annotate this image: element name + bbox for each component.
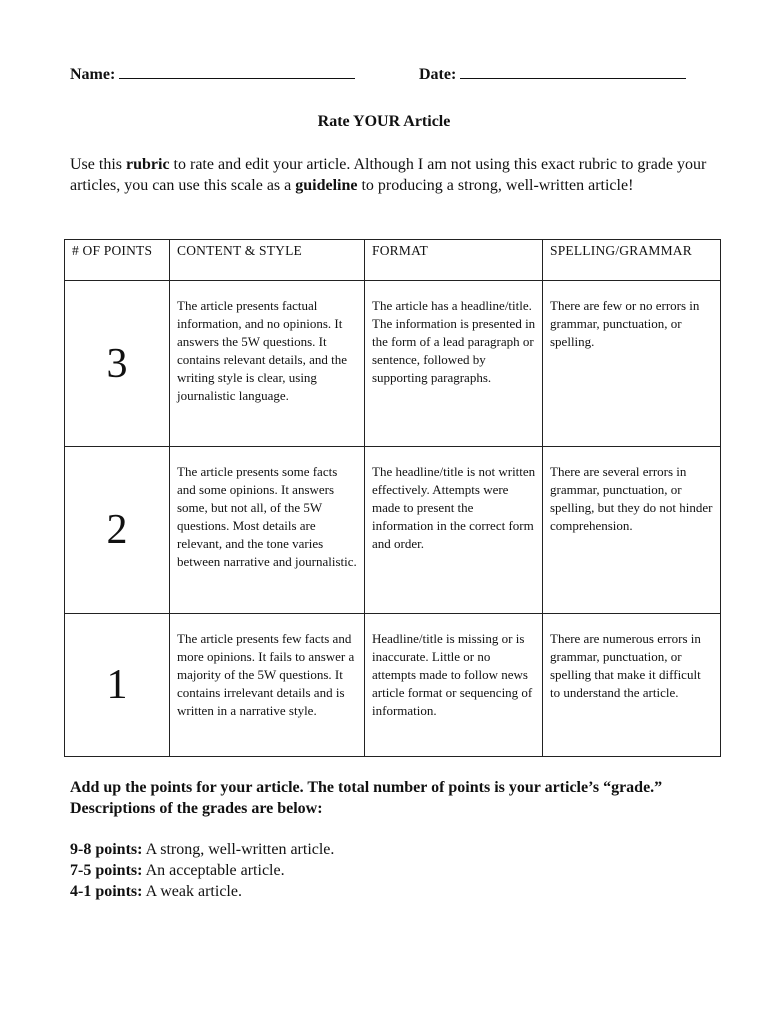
format-cell: The article has a headline/title. The information is presented in the form of a lead paragraph or sentence, followed by supporting paragraphs.: [365, 281, 543, 447]
date-label: Date:: [419, 66, 457, 83]
grade-desc: A weak article.: [142, 883, 242, 900]
format-cell: Headline/title is missing or is inaccurate. Little or no attempts made to follow news article format or sequencing of information.: [365, 614, 543, 757]
grammar-cell: There are numerous errors in grammar, punctuation, or spelling that make it difficult to understand the article.: [543, 614, 721, 757]
date-field[interactable]: [419, 64, 686, 84]
content-cell: The article presents factual information, and no opinions. It answers the 5W questions. It contains relevant details, and the writing style is clear, using journalistic language.: [170, 281, 365, 447]
grade-item: [70, 881, 710, 902]
grade-desc: A strong, well-written article.: [142, 841, 335, 858]
name-field[interactable]: [70, 64, 355, 84]
table-row: [65, 614, 721, 757]
intro-bold-guideline: guideline: [295, 177, 358, 194]
format-cell: The headline/title is not written effectively. Attempts were made to present the information in the correct form and order.: [365, 447, 543, 614]
header-content-style: CONTENT & STYLE: [170, 240, 365, 281]
intro-text-3: to producing a strong, well-written article!: [357, 177, 634, 194]
header-spelling-grammar: SPELLING/GRAMMAR: [543, 240, 721, 281]
table-row: [65, 281, 721, 447]
name-blank-line[interactable]: [119, 64, 355, 79]
grade-range: 9-8 points:: [70, 841, 143, 858]
intro-text-1: Use this: [70, 156, 126, 173]
grade-desc: An acceptable article.: [142, 862, 285, 879]
grades-list: [70, 839, 710, 902]
header-points: # OF POINTS: [65, 240, 170, 281]
grammar-cell: There are few or no errors in grammar, punctuation, or spelling.: [543, 281, 721, 447]
grade-range: 7-5 points:: [70, 862, 143, 879]
name-label: Name:: [70, 66, 116, 83]
grade-range: 4-1 points:: [70, 883, 143, 900]
grade-item: [70, 860, 710, 881]
grade-item: [70, 839, 710, 860]
points-cell: 2: [65, 447, 170, 614]
table-header-row: [65, 240, 721, 281]
date-blank-line[interactable]: [460, 64, 686, 79]
points-cell: 3: [65, 281, 170, 447]
points-cell: 1: [65, 614, 170, 757]
content-cell: The article presents some facts and some opinions. It answers some, but not all, of the 5W questions. Most details are relevant, and the tone varies between narrative and journalistic.: [170, 447, 365, 614]
table-row: [65, 447, 721, 614]
content-cell: The article presents few facts and more opinions. It fails to answer a majority of the 5W questions. It contains irrelevant details and is written in a narrative style.: [170, 614, 365, 757]
page-title: Rate YOUR Article: [317, 113, 451, 130]
rubric-table: [64, 239, 721, 757]
grammar-cell: There are several errors in grammar, punctuation, or spelling, but they do not hinder comprehension.: [543, 447, 721, 614]
summary-paragraph: Add up the points for your article. The total number of points is your article’s “grade.” Descriptions of the grades are below:: [70, 779, 663, 817]
header-format: FORMAT: [365, 240, 543, 281]
intro-text-2: to rate and edit your article. Although I am not using this exact rubric to grade your articles, you can use this scale as a: [70, 156, 707, 194]
intro-paragraph: [70, 154, 710, 196]
intro-bold-rubric: rubric: [126, 156, 170, 173]
